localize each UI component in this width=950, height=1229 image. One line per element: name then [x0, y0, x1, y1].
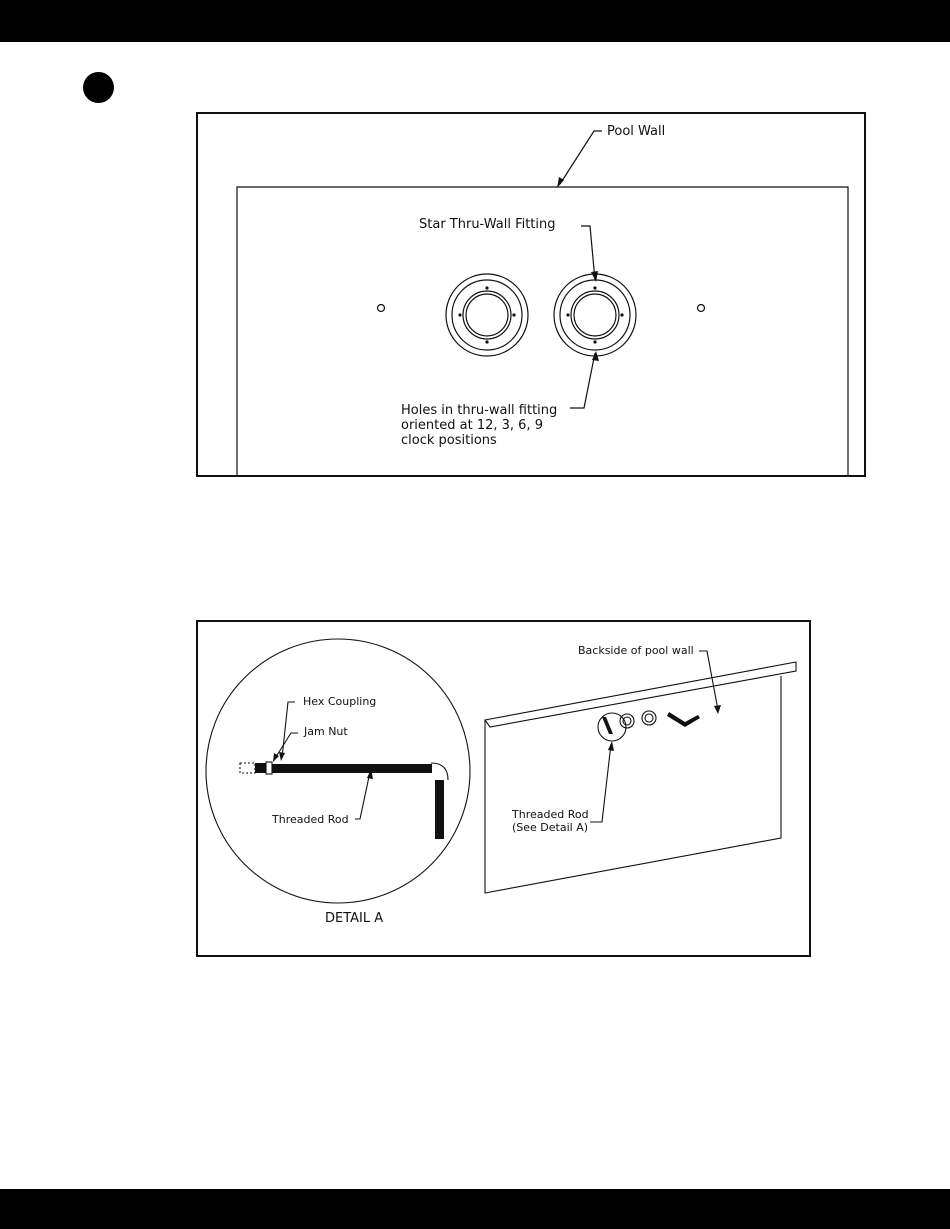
label-threaded-rod: Threaded Rod [272, 813, 349, 826]
thru-wall-fitting-left [446, 274, 528, 356]
rod-on-wall-right [667, 712, 700, 727]
threaded-rod-vertical [435, 780, 444, 839]
jam-nut [266, 762, 272, 774]
hex-coupling [240, 763, 255, 773]
top-black-bar [0, 0, 950, 42]
label-hex-coupling: Hex Coupling [303, 695, 377, 708]
leader-hex-coupling [282, 702, 295, 758]
wall-panel [485, 676, 781, 893]
pool-wall-back-drawing [198, 622, 809, 955]
threaded-rod-horizontal [272, 764, 432, 773]
label-detail-a: DETAIL A [325, 911, 384, 926]
step-bullet [83, 72, 114, 103]
nut-right [642, 711, 656, 725]
leader-backside [699, 651, 718, 710]
label-backside: Backside of pool wall [578, 644, 694, 657]
bottom-black-bar [0, 1189, 950, 1229]
label-jam-nut: Jam Nut [304, 725, 348, 738]
figure-pool-wall-back [196, 620, 811, 957]
mounting-hole-right [698, 305, 705, 312]
figure-pool-wall-front [196, 112, 866, 477]
coupling-core [255, 763, 266, 773]
leader-threaded-rod [355, 772, 370, 819]
label-threaded-rod-see: Threaded Rod (See Detail A) [512, 808, 589, 834]
label-star-fitting: Star Thru-Wall Fitting [419, 217, 556, 232]
leader-threaded-rod-see [590, 744, 611, 822]
mounting-hole-left [378, 305, 385, 312]
threaded-rod-bend [431, 763, 448, 780]
label-holes-note: Holes in thru-wall fitting oriented at 12, 3, 6, 9 clock positions [401, 403, 558, 448]
leader-holes [570, 353, 595, 408]
rod-on-wall-left [602, 717, 613, 734]
thru-wall-fitting-right [554, 274, 636, 356]
wall-top-cap [485, 662, 796, 727]
nut-left [620, 714, 634, 728]
label-pool-wall: Pool Wall [607, 124, 666, 139]
leader-pool-wall [560, 131, 602, 184]
